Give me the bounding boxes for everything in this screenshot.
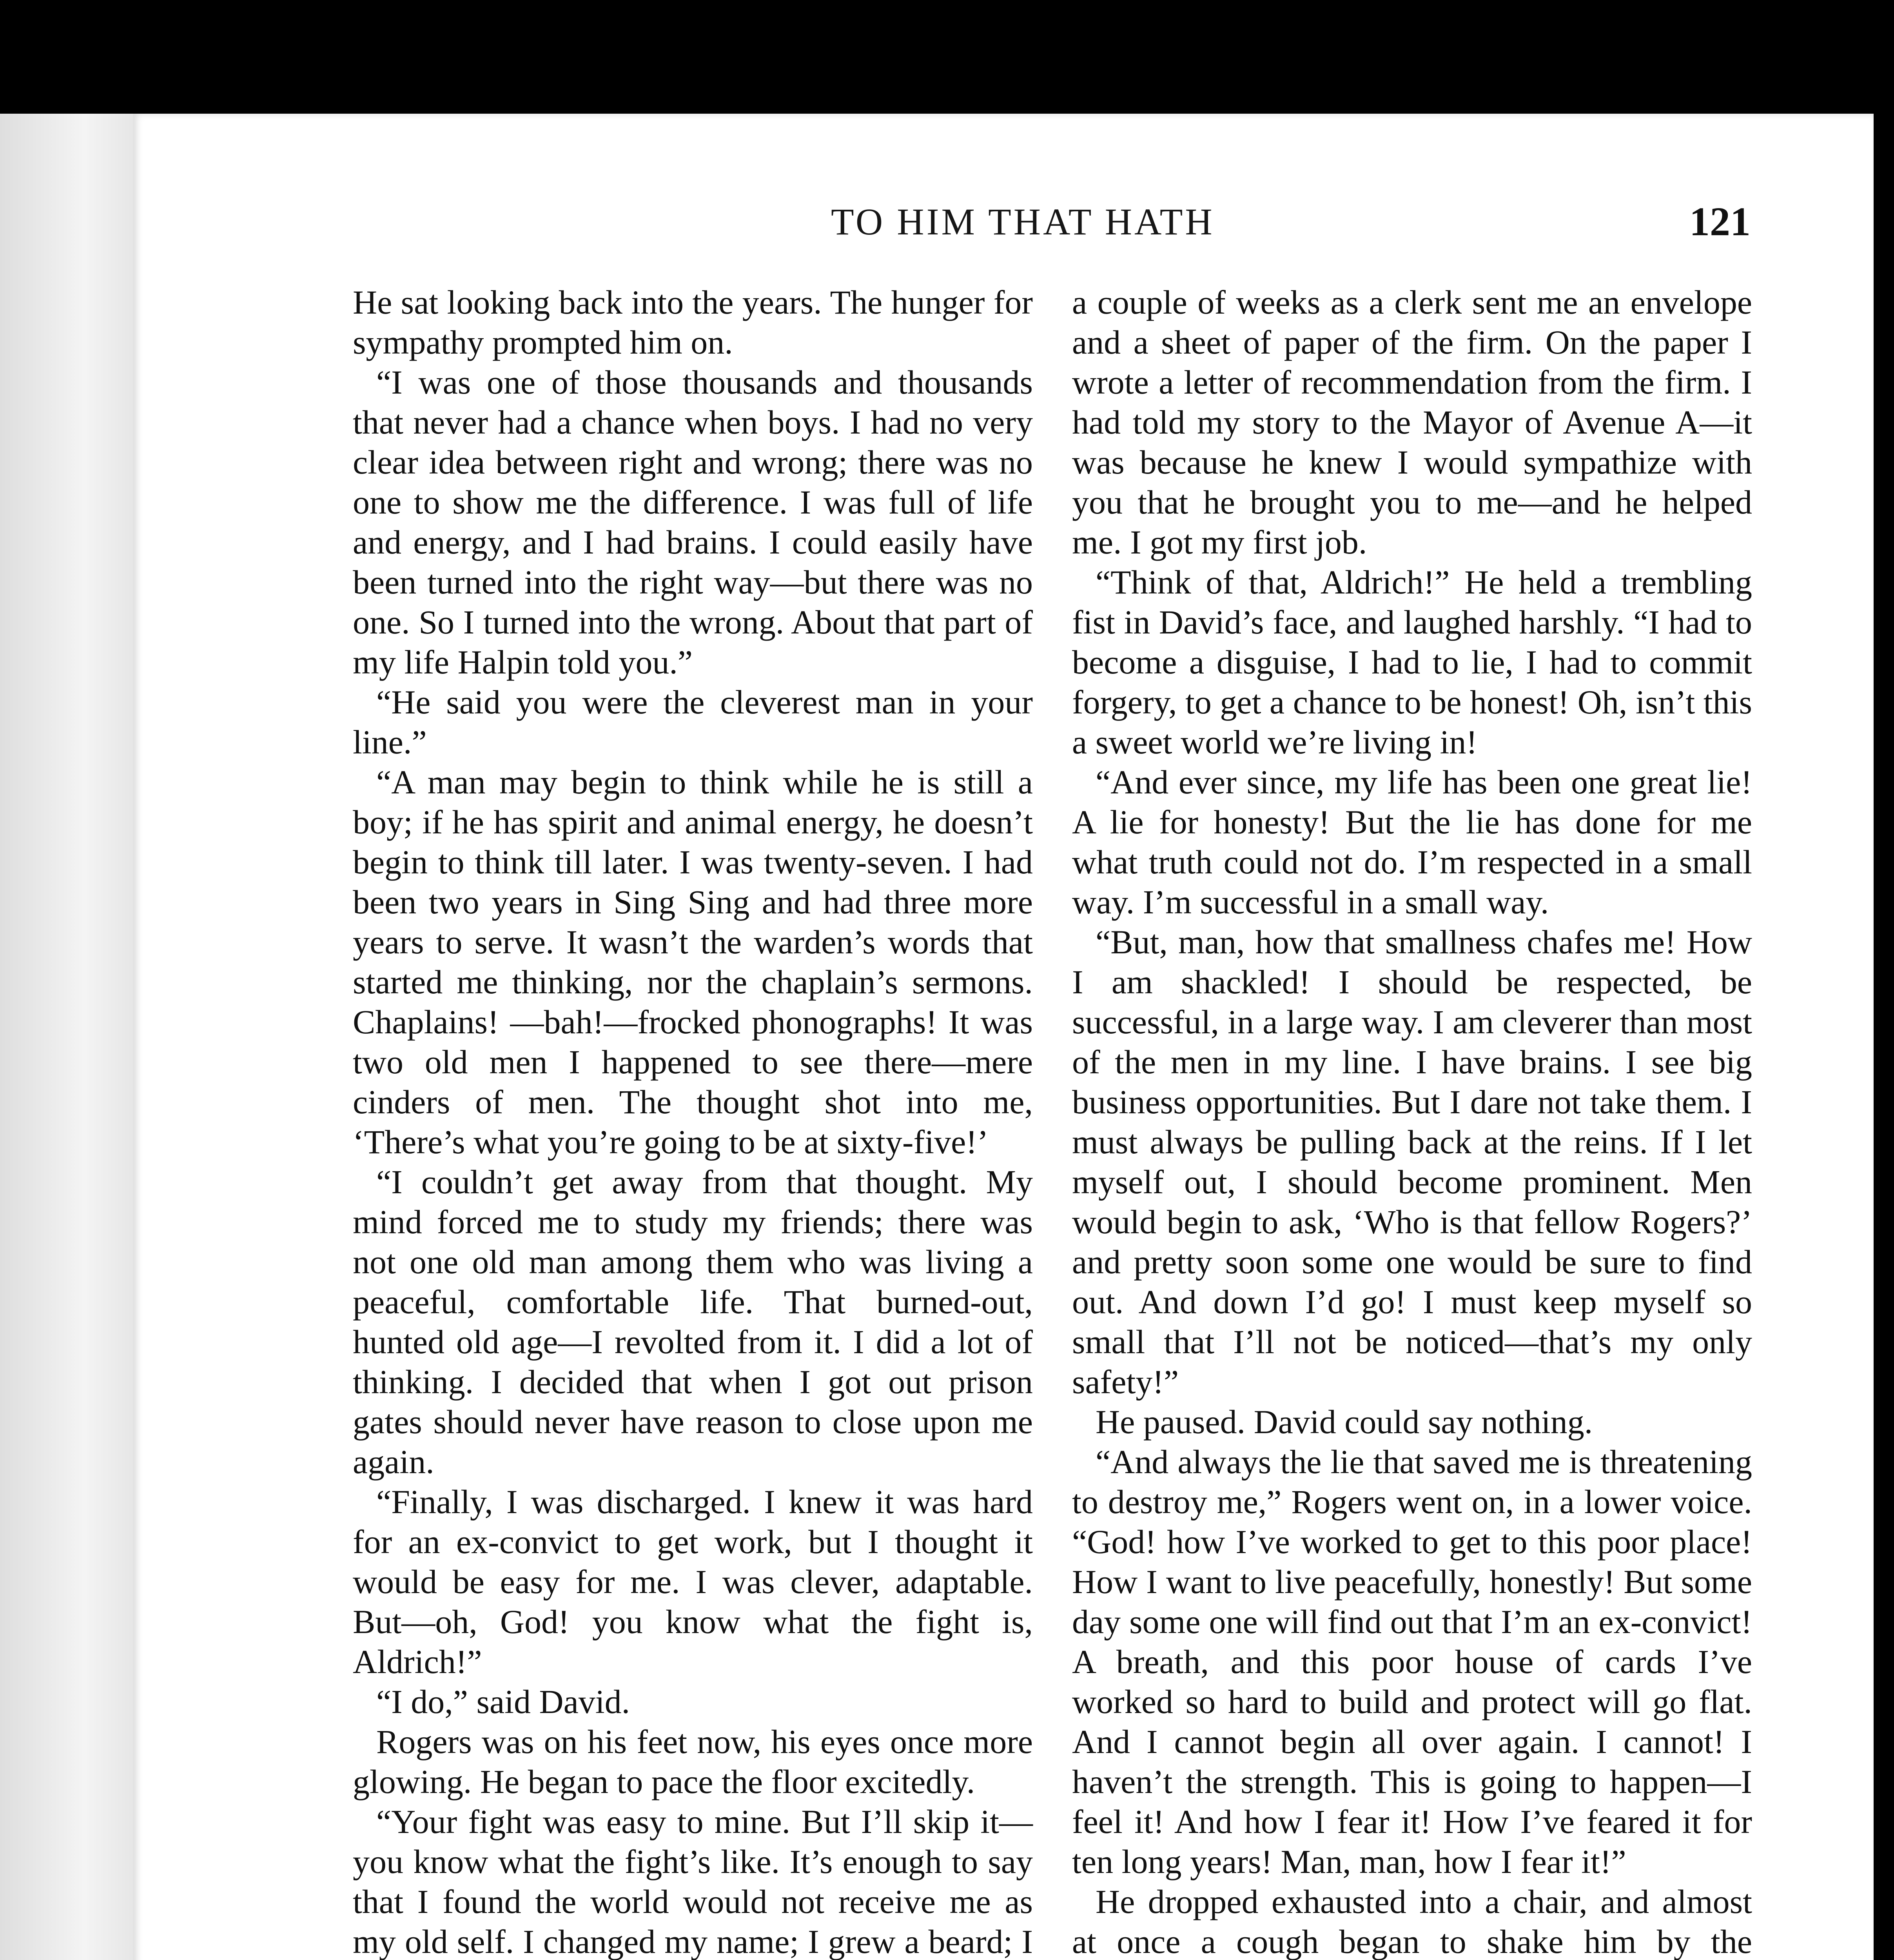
paragraph: He sat looking back into the years. The hunger for sympathy prompted him on. bbox=[353, 283, 1033, 361]
paragraph: “I was one of those thousands and thousands that never had a chance when boys. I had no very clear idea between right and wrong; there was no one to show me the difference. I was full of life and energy, and I had brains. I could easily have been turned into the right way—but there was no one. So I turned into the wrong. About that part of my life Halpin told you.” bbox=[353, 363, 1033, 681]
paragraph: He paused. David could say nothing. bbox=[1096, 1403, 1593, 1441]
right-column bbox=[1072, 282, 1752, 1960]
paragraph: a couple of weeks as a clerk sent me an envelope and a sheet of paper of the firm. On the paper I wrote a letter of recommendation from the firm. I had told my story to the Mayor of Avenue A—it was because he knew I would sympathize with you that he brought you to me—and he helped me. I got my first job. bbox=[1072, 283, 1752, 561]
left-column bbox=[353, 282, 1033, 1960]
paragraph: “A man may begin to think while he is still a boy; if he has spirit and animal energy, he doesn’t begin to think till later. I was twenty-seven. I had been two years in Sing Sing and had three more years to serve. It wasn’t the warden’s words that started me thinking, nor the chaplain’s sermons. Chaplains! —bah!—frocked phonographs! It was two old men I happened to see there—mere cinders of men. The thought shot into me, ‘There’s what you’re going to be at sixty-five!’ bbox=[353, 763, 1033, 1161]
paragraph: “Your fight was easy to mine. But I’ll skip it—you know what the fight’s like. It’s enough to say that I found the world would not receive me as my old self. I changed my name; I grew a beard; I bbox=[353, 1803, 1033, 1960]
paragraph: “But, man, how that smallness chafes me! How I am shackled! I should be respected, be successful, in a large way. I am cleverer than most of the men in my line. I have brains. I see big business opportunities. But I dare not take them. I must always be pulling back at the reins. If I let myself out, I should become prominent. Men would begin to ask, ‘Who is that fellow Rogers?’ and pretty soon some one would be sure to find out. And down I’d go! I must keep myself so small that I’ll not be noticed—that’s my only safety!” bbox=[1072, 923, 1752, 1401]
page-number: 121 bbox=[1689, 199, 1751, 244]
book-spine-edge bbox=[0, 114, 143, 1960]
paragraph: “And ever since, my life has been one great lie! A lie for honesty! But the lie has done for me what truth could not do. I’m respected in a small way. I’m successful in a small way. bbox=[1072, 763, 1752, 921]
page-content bbox=[353, 149, 1889, 1960]
running-title: TO HIM THAT HATH bbox=[831, 201, 1215, 243]
paragraph: “He said you were the cleverest man in your line.” bbox=[353, 683, 1033, 761]
running-head bbox=[353, 200, 1889, 259]
paragraph: “And always the lie that saved me is threatening to destroy me,” Rogers went on, in a lower voice. “God! how I’ve worked to get to this poor place! How I want to live peacefully, honestly! But some day some one will find out that I’m an ex-convict! A breath, and this poor house of cards I’ve worked so hard to build and protect will go flat. And I cannot begin all over again. I cannot! I haven’t the strength. This is going to happen—I feel it! And how I fear it! How I’ve feared it for ten long years! Man, man, how I fear it!” bbox=[1072, 1443, 1752, 1880]
paragraph: “Think of that, Aldrich!” He held a trembling fist in David’s face, and laughed harshly. “I had to become a disguise, I had to lie, I had to commit forgery, to get a chance to be honest! Oh, isn’t this a sweet world we’re living in! bbox=[1072, 563, 1752, 761]
paragraph: He dropped exhausted into a chair, and almost at once a cough began to shake him by the bbox=[1072, 1883, 1752, 1960]
paragraph: “Finally, I was discharged. I knew it was hard for an ex-convict to get work, but I thought it would be easy for me. I was clever, adaptable. But—oh, God! you know what the fight is, Aldrich!” bbox=[353, 1483, 1033, 1681]
paragraph: “I couldn’t get away from that thought. My mind forced me to study my friends; there was not one old man among them who was living a peaceful, comfortable life. That burned-out, hunted old age—I revolted from it. I did a lot of thinking. I decided that when I got out prison gates should never have reason to close upon me again. bbox=[353, 1163, 1033, 1481]
book-page bbox=[133, 114, 1874, 1960]
paragraph: Rogers was on his feet now, his eyes once more glowing. He began to pace the floor excitedly. bbox=[353, 1723, 1033, 1800]
text-columns bbox=[353, 282, 1889, 1960]
paragraph: “I do,” said David. bbox=[376, 1683, 630, 1720]
